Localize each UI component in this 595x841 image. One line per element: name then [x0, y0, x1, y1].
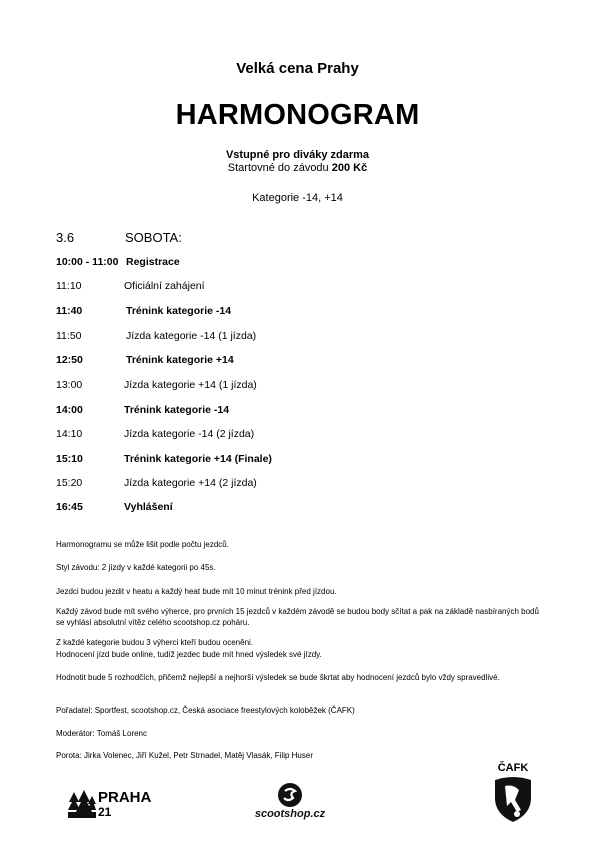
schedule-time: 16:45: [56, 501, 83, 513]
fee-info: [0, 162, 595, 174]
schedule-time: 13:00: [56, 379, 83, 391]
note: Porota: Jirka Volenec, Jiří Kužel, Petr Strnadel, Matěj Vlasák, Filip Huser: [56, 751, 313, 760]
note: Každý závod bude mít svého výherce, pro prvních 15 jezdců v každém závodě se budou body sčítat a pak na základě nasbíraných bodů se vyhlásí absolutní vítěz celého scootshop.cz poháru.: [56, 607, 539, 627]
schedule-time: 14:00: [56, 404, 83, 416]
categories-info: Kategorie -14, +14: [252, 192, 343, 204]
day-name: SOBOTA:: [125, 230, 182, 245]
cafk-logo: [490, 762, 536, 824]
praha-number: 21: [98, 805, 112, 819]
note: Styl závodu: 2 jízdy v každé kategorii po 45s.: [56, 563, 216, 572]
note: Pořadatel: Sportfest, scootshop.cz, Česká asociace freestylových koloběžek (ČAFK): [56, 706, 355, 715]
schedule-time: 15:10: [56, 453, 83, 465]
schedule-event: Registrace: [126, 256, 180, 268]
schedule-event: Trénink kategorie -14: [124, 404, 230, 416]
schedule-event: Trénink kategorie -14: [126, 305, 232, 317]
praha-text: PRAHA: [98, 789, 152, 806]
entry-info: Vstupné pro diváky zdarma: [225, 149, 370, 161]
schedule-time: 14:10: [56, 428, 83, 440]
schedule-event: Trénink kategorie +14: [126, 354, 234, 366]
fee-label: Startovné do závodu: [227, 162, 329, 174]
schedule-list: [0, 256, 595, 516]
note: Hodnotit bude 5 rozhodčích, přičemž nejlepší a nejhorší výsledek se bude škrtat aby hodnocení jezdců bylo vždy spravedlivé.: [56, 673, 500, 682]
note: Z každé kategorie budou 3 výherci kteří budou oceněni.: [56, 638, 254, 647]
note: Jezdci budou jezdit v heatu a každý heat bude mít 10 minut trénink před jízdou.: [56, 587, 337, 596]
schedule-time: 11:50: [56, 330, 82, 342]
schedule-event: Jízda kategorie +14 (2 jízda): [124, 477, 257, 489]
schedule-event: Oficiální zahájení: [124, 280, 205, 292]
scootshop-emblem-icon: [277, 782, 303, 808]
cafk-shield-icon: [491, 776, 535, 822]
note: Harmonogramu se může lišit podle počtu jezdců.: [56, 540, 229, 549]
scootshop-text: scootshop.cz: [254, 808, 326, 820]
schedule-time: 10:00 - 11:00: [56, 256, 119, 268]
page-heading: HARMONOGRAM: [175, 99, 420, 131]
schedule-time: 15:20: [56, 477, 83, 489]
schedule-event: Jízda kategorie -14 (2 jízda): [124, 428, 255, 440]
fee-value: 200 Kč: [331, 162, 368, 174]
trees-icon: [68, 790, 96, 820]
praha-21-logo: [68, 788, 158, 822]
cafk-text: ČAFK: [497, 762, 529, 774]
schedule-time: 11:40: [56, 305, 83, 317]
note: Hodnocení jízd bude online, tudíž jezdec bude mít hned výsledek své jízdy.: [56, 650, 322, 659]
schedule-event: Vyhlášení: [124, 501, 173, 513]
schedule-event: Jízda kategorie +14 (1 jízda): [124, 379, 257, 391]
schedule-event: Trénink kategorie +14 (Finale): [124, 453, 272, 465]
event-title: Velká cena Prahy: [236, 60, 359, 77]
note: Moderátor: Tomáš Lorenc: [56, 729, 148, 738]
schedule-time: 11:10: [56, 280, 82, 292]
schedule-event: Jízda kategorie -14 (1 jízda): [126, 330, 257, 342]
scootshop-logo: [240, 782, 340, 827]
day-date: 3.6: [56, 230, 75, 245]
schedule-time: 12:50: [56, 354, 83, 366]
